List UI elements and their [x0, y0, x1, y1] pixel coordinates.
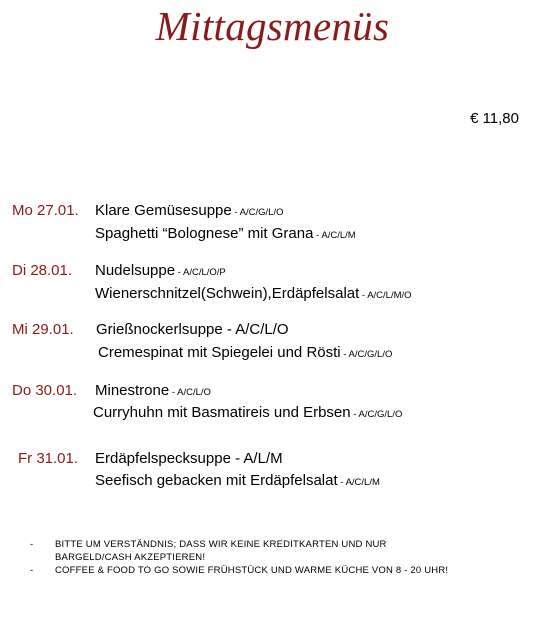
dish-mo-soup: Klare Gemüsesuppe - A/C/G/L/O [95, 202, 284, 219]
allergen-codes: A/C/L/O/P [182, 267, 226, 278]
day-label-mo: Mo 27.01. [12, 202, 79, 219]
allergen-codes: A/C/L/M [321, 230, 356, 241]
allergen-codes: A/C/L/M/O [367, 290, 412, 301]
dish-mo-main: Spaghetti “Bolognese” mit Grana - A/C/L/M [95, 225, 356, 242]
allergen-codes: A/C/G/L/O [239, 207, 284, 218]
allergen-codes: A/C/L/M [345, 477, 380, 488]
allergen-codes: A/C/G/L/O [348, 349, 393, 360]
allergen-codes: A/C/G/L/O [358, 409, 403, 420]
day-label-di: Di 28.01. [12, 262, 73, 279]
dish-do-main: Curryhuhn mit Basmatireis und Erbsen - A/C/G/L/O [93, 404, 403, 421]
allergen-codes: A/C/L/O [177, 387, 211, 398]
dish-do-soup: Minestrone - A/C/L/O [95, 382, 211, 399]
note-item: - BITTE UM VERSTÄNDNIS; DASS WIR KEINE KREDITKARTEN UND NUR BARGELD/CASH AKZEPTIEREN! [30, 539, 387, 563]
dish-fr-soup: Erdäpfelspecksuppe - A/L/M [95, 450, 283, 467]
dish-di-soup: Nudelsuppe - A/C/L/O/P [95, 262, 226, 279]
day-label-mi: Mi 29.01. [12, 321, 74, 338]
dish-mi-soup: Grießnockerlsuppe - A/C/L/O [96, 321, 289, 338]
day-label-do: Do 30.01. [12, 382, 78, 399]
dish-di-main: Wienerschnitzel(Schwein),Erdäpfelsalat - A/C/L/M/O [95, 285, 412, 302]
dish-fr-main: Seefisch gebacken mit Erdäpfelsalat - A/C/L/M [95, 472, 380, 489]
page-title: Mittagsmenüs [155, 3, 390, 49]
footer-notes [30, 538, 448, 577]
note-item: - COFFEE & FOOD TO GO SOWIE FRÜHSTÜCK UND WARME KÜCHE VON 8 - 20 UHR! [30, 565, 449, 576]
day-label-fr: Fr 31.01. [18, 450, 79, 467]
dish-mi-main: Cremespinat mit Spiegelei und Rösti - A/C/G/L/O [98, 344, 393, 361]
menu-price: € 11,80 [470, 110, 519, 127]
